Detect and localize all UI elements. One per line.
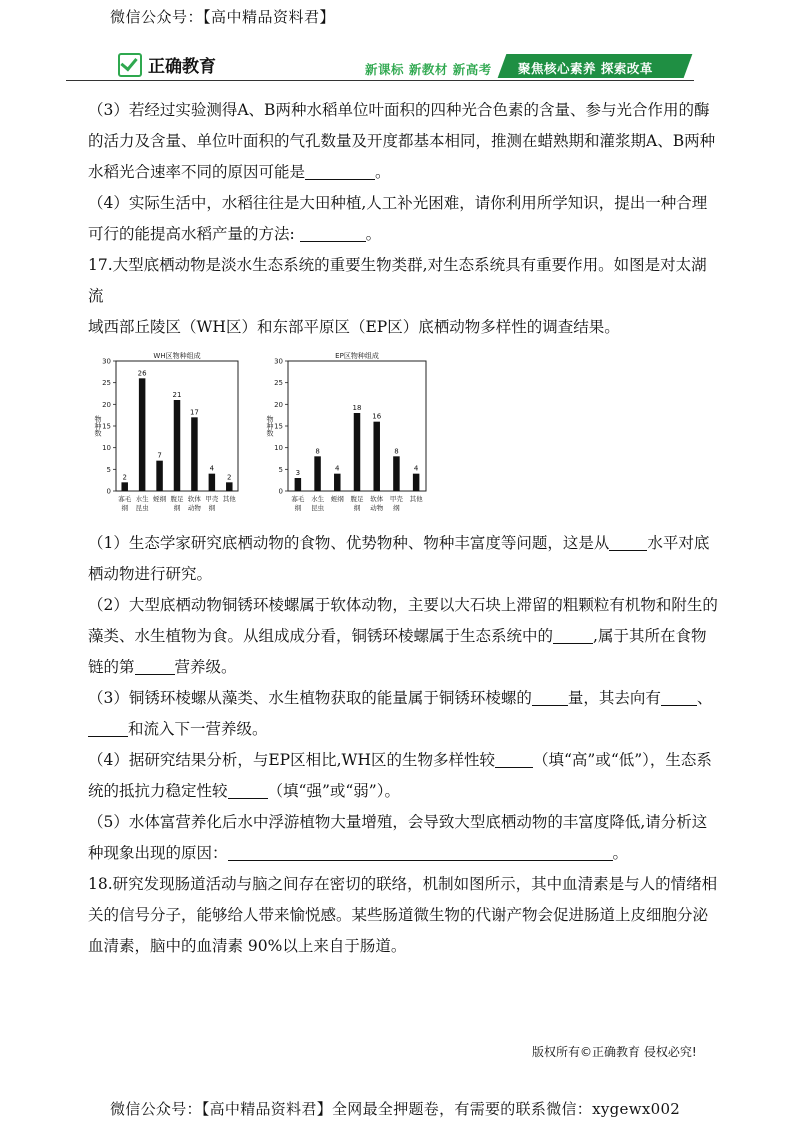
y-tick-label: 10 xyxy=(274,444,283,453)
bar xyxy=(295,478,302,491)
header-wechat: 微信公众号：【高中精品资料君】 xyxy=(110,8,336,26)
footer-wechat: 微信公众号：【高中精品资料君】全网最全押题卷，有需要的联系微信：xygewx002 xyxy=(110,1100,681,1118)
bar xyxy=(121,482,128,491)
x-tick-label: 蛭纲 xyxy=(330,495,344,503)
text: 。 xyxy=(612,844,629,862)
header-divider xyxy=(66,80,694,81)
ep-chart-svg xyxy=(263,349,443,524)
text: 可行的能提高水稻产量的方法: xyxy=(88,225,300,243)
y-tick-label: 20 xyxy=(274,400,283,409)
q18-line1: 18.研究发现肠道活动与脑之间存在密切的联络，机制如图所示，其中血清素是与人的情绪相 xyxy=(88,875,718,893)
answer-blank[interactable] xyxy=(135,656,175,675)
bar xyxy=(209,474,216,491)
check-icon xyxy=(118,53,142,77)
data-label: 16 xyxy=(372,412,382,421)
data-label: 8 xyxy=(315,447,320,456)
x-tick-label: 昆虫 xyxy=(311,504,325,512)
bar xyxy=(393,456,400,491)
document-body xyxy=(88,95,718,962)
bar xyxy=(354,413,361,491)
y-tick-label: 10 xyxy=(102,444,111,453)
x-tick-label: 其他 xyxy=(222,495,236,503)
bar xyxy=(226,482,233,491)
y-tick-label: 5 xyxy=(106,465,111,474)
q16-p3-line1: （3）若经过实验测得A、B两种水稻单位叶面积的四种光合色素的含量、参与光合作用的酶 xyxy=(88,101,710,119)
y-tick-label: 0 xyxy=(278,487,283,496)
bar-charts xyxy=(88,349,718,524)
text: 量，其去向有 xyxy=(567,689,661,707)
copyright: 版权所有©正确教育 侵权必究! xyxy=(532,1045,697,1059)
data-label: 3 xyxy=(295,469,301,477)
text: 水稻光合速率不同的原因可能是 xyxy=(88,163,306,181)
data-label: 8 xyxy=(394,447,399,456)
x-tick-label: 寡毛 xyxy=(291,495,305,503)
x-tick-label: 纲 xyxy=(393,504,400,512)
x-tick-label: 软体 xyxy=(370,495,384,503)
x-tick-label: 纲 xyxy=(353,504,361,512)
text: （填“高”或“低”），生态系 xyxy=(532,751,712,769)
y-tick-label: 25 xyxy=(102,379,111,388)
data-label: 4 xyxy=(413,464,419,473)
data-label: 2 xyxy=(122,473,127,482)
q17-p4-line2 xyxy=(88,776,718,807)
q17-p5-line1: （5）水体富营养化后水中浮游植物大量增殖，会导致大型底栖动物的丰富度降低,请分析这 xyxy=(88,813,708,831)
data-label: 4 xyxy=(209,464,215,473)
bar xyxy=(314,456,321,491)
bar xyxy=(139,378,146,491)
q17-p1-line2: 栖动物进行研究。 xyxy=(88,565,213,583)
x-tick-label: 动物 xyxy=(370,504,384,512)
bar xyxy=(373,422,380,491)
answer-blank[interactable] xyxy=(495,749,533,768)
x-tick-label: 水生 xyxy=(311,495,325,503)
x-tick-label: 纲 xyxy=(208,504,216,512)
logo-text: 正确教育 xyxy=(148,57,216,77)
answer-blank[interactable] xyxy=(305,161,375,180)
q17-p2-line1: （2）大型底栖动物铜锈环棱螺属于软体动物，主要以大石块上滞留的粗颗粒有机物和附生的 xyxy=(88,596,718,614)
data-label: 2 xyxy=(227,473,232,482)
y-axis-label: 物种数 xyxy=(266,415,274,437)
text: 链的第 xyxy=(88,658,135,676)
x-tick-label: 蛭纲 xyxy=(153,495,167,503)
data-label: 7 xyxy=(157,451,162,460)
q17-p2-line2 xyxy=(88,621,718,652)
x-tick-label: 纲 xyxy=(294,504,302,512)
answer-blank[interactable] xyxy=(661,687,697,706)
x-tick-label: 甲壳 xyxy=(389,495,403,503)
q16-p4-line1: （4）实际生活中，水稻往往是大田种植,人工补光困难，请你利用所学知识，提出一种合理 xyxy=(88,194,708,212)
text: （填“强”或“弱”）。 xyxy=(267,782,400,800)
answer-blank[interactable] xyxy=(609,532,647,551)
text: 营养级。 xyxy=(174,658,237,676)
answer-blank[interactable] xyxy=(532,687,568,706)
answer-blank[interactable] xyxy=(228,842,613,861)
text: 统的抵抗力稳定性较 xyxy=(88,782,228,800)
y-tick-label: 30 xyxy=(274,357,283,366)
y-axis-label: 物种数 xyxy=(94,415,102,437)
x-tick-label: 甲壳 xyxy=(205,495,219,503)
band-text: 聚焦核心素养 探索改革 xyxy=(518,61,653,76)
y-tick-label: 25 xyxy=(274,379,283,388)
data-label: 18 xyxy=(352,404,362,412)
text: 、 xyxy=(696,689,713,707)
y-tick-label: 15 xyxy=(102,422,111,431)
x-tick-label: 腹足 xyxy=(170,495,184,503)
y-tick-label: 15 xyxy=(274,422,283,431)
q17-intro-line1: 17.大型底栖动物是淡水生态系统的重要生物类群,对生态系统具有重要作用。如图是对太湖流 xyxy=(88,256,707,305)
ep-chart xyxy=(263,349,443,535)
x-tick-label: 其他 xyxy=(409,495,423,503)
bar xyxy=(174,400,181,491)
chart-title: EP区物种组成 xyxy=(335,352,379,360)
text: ,属于其所在食物 xyxy=(593,627,707,645)
wh-chart-svg xyxy=(88,349,248,524)
q16-p4-line2 xyxy=(88,219,718,250)
y-tick-label: 0 xyxy=(106,487,111,496)
data-label: 26 xyxy=(137,369,147,378)
text: （1）生态学家研究底栖动物的食物、优势物种、物种丰富度等问题，这是从 xyxy=(88,534,610,552)
q17-p3-line1 xyxy=(88,683,718,714)
y-tick-label: 5 xyxy=(278,465,283,474)
answer-blank[interactable] xyxy=(228,780,268,799)
answer-blank[interactable] xyxy=(300,223,366,242)
data-label: 4 xyxy=(335,464,340,473)
q17-p5-line2 xyxy=(88,838,718,869)
y-tick-label: 30 xyxy=(102,357,111,366)
y-tick-label: 20 xyxy=(102,400,111,409)
text: （4）据研究结果分析，与EP区相比,WH区的生物多样性较 xyxy=(88,751,495,769)
q17-intro-line2: 域西部丘陵区（WH区）和东部平原区（EP区）底栖动物多样性的调查结果。 xyxy=(88,318,620,336)
bar xyxy=(191,417,198,491)
q17-p2-line3 xyxy=(88,652,718,683)
chart-title: WH区物种组成 xyxy=(153,352,201,360)
text: 种现象出现的原因： xyxy=(88,844,228,862)
x-tick-label: 软体 xyxy=(187,495,201,503)
data-label: 21 xyxy=(172,391,182,399)
q18-line3: 血清素，脑中的血清素 90%以上来自于肠道。 xyxy=(88,937,407,955)
wh-chart xyxy=(88,349,248,535)
text: 。 xyxy=(375,163,391,181)
bar xyxy=(156,461,163,491)
x-tick-label: 昆虫 xyxy=(135,504,149,512)
q16-p3-line3 xyxy=(88,157,718,188)
x-tick-label: 寡毛 xyxy=(118,495,132,503)
answer-blank[interactable] xyxy=(88,718,128,737)
bar xyxy=(334,474,341,491)
text: 水平对底 xyxy=(647,534,710,552)
answer-blank[interactable] xyxy=(553,625,593,644)
bar xyxy=(413,474,420,491)
q16-p3-line2: 的活力及含量、单位叶面积的气孔数量及开度都基本相同，推测在蜡熟期和灌浆期A、B两种 xyxy=(88,132,716,150)
x-tick-label: 腹足 xyxy=(350,495,364,503)
q18-line2: 关的信号分子，能够给人带来愉悦感。某些肠道微生物的代谢产物会促进肠道上皮细胞分泌 xyxy=(88,906,709,924)
text: 藻类、水生植物为食。从组成成分看，铜锈环棱螺属于生态系统中的 xyxy=(88,627,554,645)
text: 。 xyxy=(365,225,382,243)
x-tick-label: 动物 xyxy=(187,504,201,512)
slogan: 新课标 新教材 新高考 xyxy=(365,62,492,77)
x-tick-label: 纲 xyxy=(173,504,181,512)
q17-p4-line1 xyxy=(88,745,718,776)
x-tick-label: 纲 xyxy=(121,504,128,512)
text: （3）铜锈环棱螺从藻类、水生植物获取的能量属于铜锈环棱螺的 xyxy=(88,689,532,707)
q17-p3-line2 xyxy=(88,714,718,745)
data-label: 17 xyxy=(189,408,199,417)
brand-logo xyxy=(118,52,216,77)
x-tick-label: 水生 xyxy=(135,495,149,503)
text: 和流入下一营养级。 xyxy=(128,720,268,738)
